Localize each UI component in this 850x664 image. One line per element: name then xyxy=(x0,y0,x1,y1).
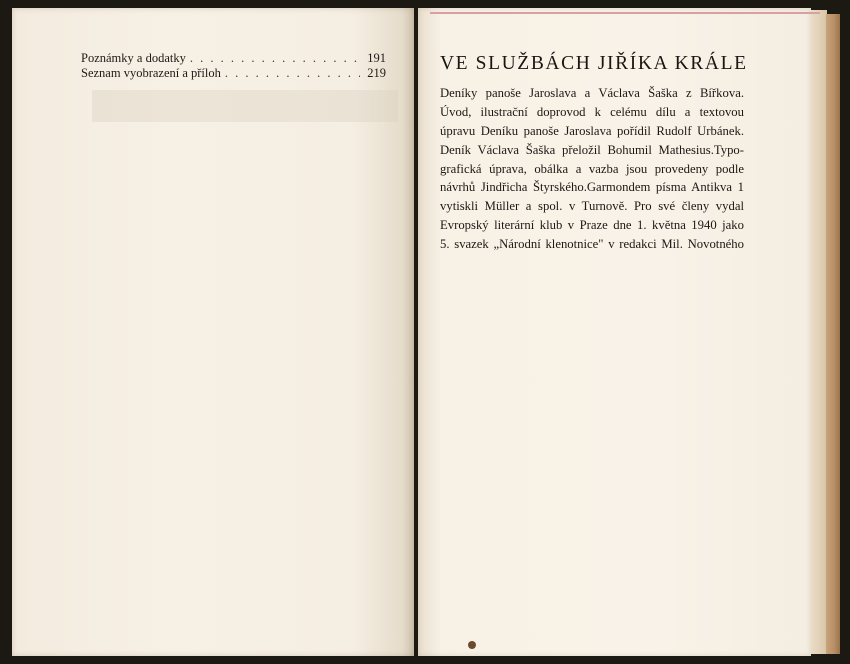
toc-entry-title: Seznam vyobrazení a příloh xyxy=(81,66,221,80)
toc-entry xyxy=(81,66,386,81)
toc-entry xyxy=(81,51,386,66)
left-page xyxy=(12,8,414,656)
table-of-contents xyxy=(81,51,386,81)
toc-leader-dots xyxy=(225,66,360,81)
show-through-shadow xyxy=(92,90,398,122)
colophon-line: Deníky panoše Jaroslava a Václava Šaška z Bířkova. xyxy=(440,86,744,100)
colophon-line: návrhů Jindřicha Štyrského.Garmondem písma Antikva 1 xyxy=(440,180,744,195)
toc-entry-page: 219 xyxy=(367,66,386,80)
ink-spot xyxy=(468,641,476,649)
colophon-line: 5. svazek „Národní klenotnice" v redakci Mil. Novotného xyxy=(440,237,744,252)
toc-entry-page: 191 xyxy=(367,51,386,65)
toc-entry-title: Poznámky a dodatky xyxy=(81,51,186,65)
colophon-line: grafická úprava, obálka a vazba jsou provedeny podle xyxy=(440,161,744,176)
cover-edge xyxy=(826,14,840,654)
top-edge-mark xyxy=(430,12,820,14)
colophon-line: Deník Václava Šaška přeložil Bohumil Mathesius.Typo- xyxy=(440,142,744,157)
page-block-edge xyxy=(811,10,827,654)
colophon-heading: VE SLUŽBÁCH JIŘÍKA KRÁLE xyxy=(440,53,748,74)
colophon-text xyxy=(440,84,744,254)
colophon-line: Úvod, ilustrační doprovod k celému dílu a textovou xyxy=(440,104,744,119)
toc-leader-dots xyxy=(190,51,360,66)
colophon-line: úpravu Deníku panoše Jaroslava pořídil Rudolf Urbánek. xyxy=(440,123,744,138)
colophon-line: Evropský literární klub v Praze dne 1. května 1940 jako xyxy=(440,218,744,233)
colophon-line: vytiskli Müller a spol. v Turnově. Pro své členy vydal xyxy=(440,199,744,214)
